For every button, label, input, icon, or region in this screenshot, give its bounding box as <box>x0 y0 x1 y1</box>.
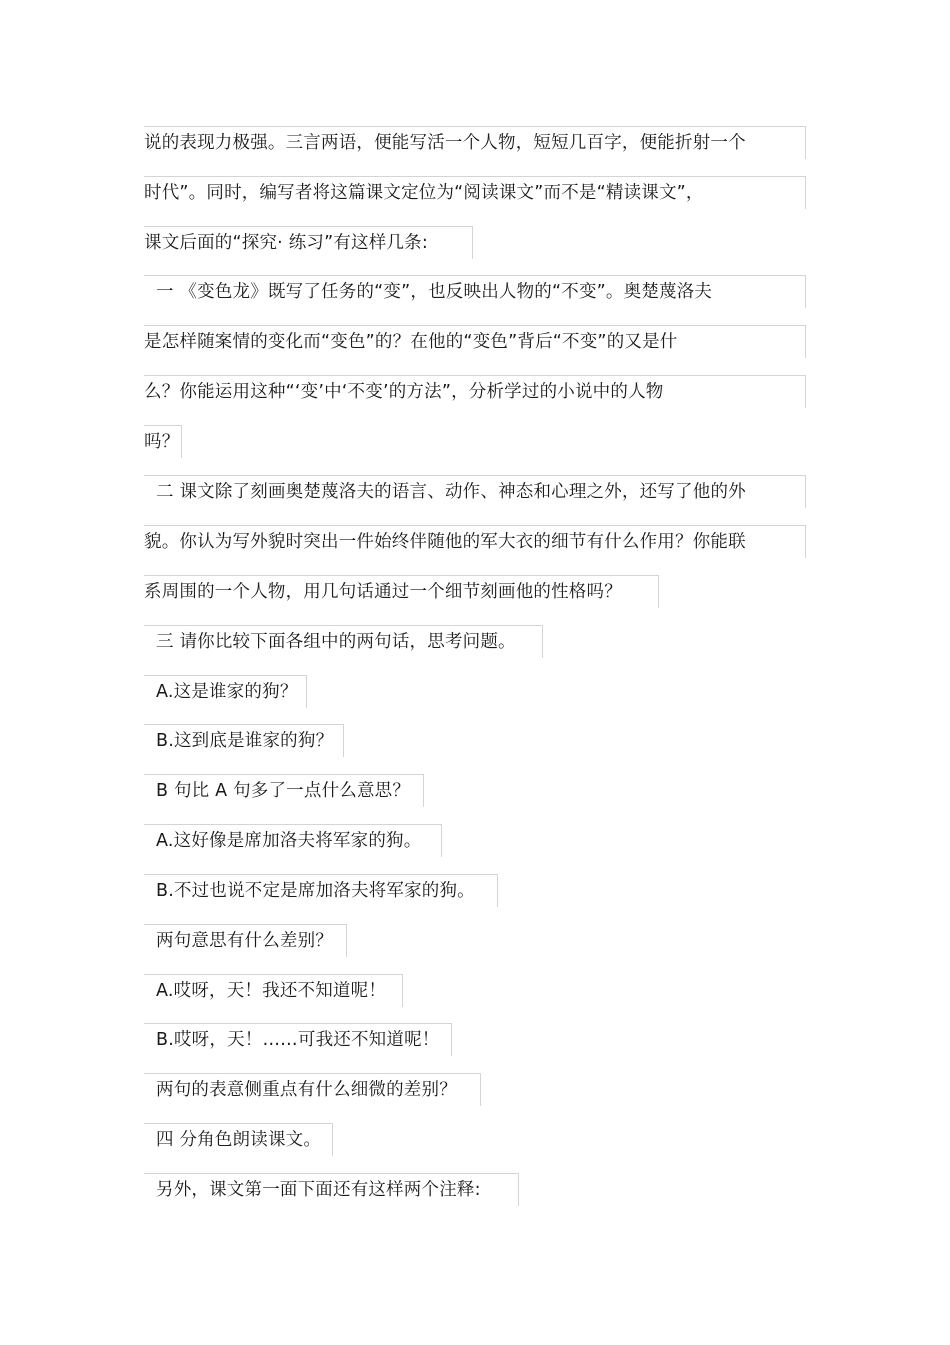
sentence-2a <box>144 824 442 857</box>
sentence-2b <box>144 874 498 907</box>
text-line-1 <box>144 126 806 159</box>
question-1-line-2-content: 是怎样随案情的变化而“变色”的？在他的“变色”背后“不变”的又是什 <box>144 332 678 352</box>
sentence-2a-content: A.这好像是席加洛夫将军家的狗。 <box>156 831 422 851</box>
question-1-compare <box>144 774 424 807</box>
question-4-content: 四 分角色朗读课文。 <box>156 1130 322 1150</box>
text-line-3 <box>144 226 473 259</box>
sentence-3a-content: A.哎呀，天！我还不知道呢！ <box>156 981 387 1001</box>
question-1-compare-content: B 句比 A 句多了一点什么意思？ <box>156 781 411 801</box>
question-2-line-3-content: 系周围的一个人物，用几句话通过一个细节刻画他的性格吗？ <box>144 582 622 602</box>
text-line-2-content: 时代”。同时，编写者将这篇课文定位为“阅读课文”而不是“精读课文”， <box>144 183 704 203</box>
question-2-line-1 <box>144 475 806 508</box>
question-2-line-2-content: 貌。你认为写外貌时突出一件始终伴随他的军大衣的细节有什么作用？你能联 <box>144 532 746 552</box>
question-4 <box>144 1123 333 1156</box>
question-1-line-1 <box>144 275 806 308</box>
sentence-3b <box>144 1023 452 1056</box>
question-1-line-4-content: 吗？ <box>144 432 180 452</box>
question-2-compare <box>144 924 347 957</box>
sentence-1b-content: B.这到底是谁家的狗？ <box>156 731 334 751</box>
question-1-line-3 <box>144 375 806 408</box>
question-2-line-2 <box>144 525 806 558</box>
question-2-line-1-content: 二 课文除了刻画奥楚蔑洛夫的语言、动作、神态和心理之外，还写了他的外 <box>156 482 746 502</box>
sentence-1a <box>144 675 307 708</box>
question-3-heading-content: 三 请你比较下面各组中的两句话，思考问题。 <box>156 632 516 652</box>
text-line-2 <box>144 176 806 209</box>
text-line-3-content: 课文后面的“探究· 练习”有这样几条: <box>144 233 428 253</box>
question-2-compare-content: 两句意思有什么差别？ <box>156 931 333 951</box>
sentence-2b-content: B.不过也说不定是席加洛夫将军家的狗。 <box>156 881 475 901</box>
text-line-1-content: 说的表现力极强。三言两语，便能写活一个人物，短短几百字，便能折射一个 <box>144 133 746 153</box>
question-3-compare-content: 两句的表意侧重点有什么细微的差别？ <box>156 1080 457 1100</box>
question-1-line-2 <box>144 325 806 358</box>
sentence-1a-content: A.这是谁家的狗？ <box>156 682 298 702</box>
question-1-line-4 <box>144 425 182 458</box>
question-3-compare <box>144 1073 481 1106</box>
sentence-3b-content: B.哎呀，天！……可我还不知道呢！ <box>156 1030 440 1050</box>
closing-line <box>144 1173 519 1206</box>
closing-line-content: 另外，课文第一面下面还有这样两个注释: <box>156 1180 481 1200</box>
question-2-line-3 <box>144 575 659 608</box>
question-1-line-3-content: 么？你能运用这种“‘变’中‘不变’的方法”，分析学过的小说中的人物 <box>144 382 664 402</box>
question-1-line-1-content: 一 《变色龙》既写了任务的“变”，也反映出人物的“不变”。奥楚蔑洛夫 <box>156 282 713 302</box>
question-3-heading <box>144 625 543 658</box>
sentence-3a <box>144 974 403 1007</box>
sentence-1b <box>144 724 344 757</box>
